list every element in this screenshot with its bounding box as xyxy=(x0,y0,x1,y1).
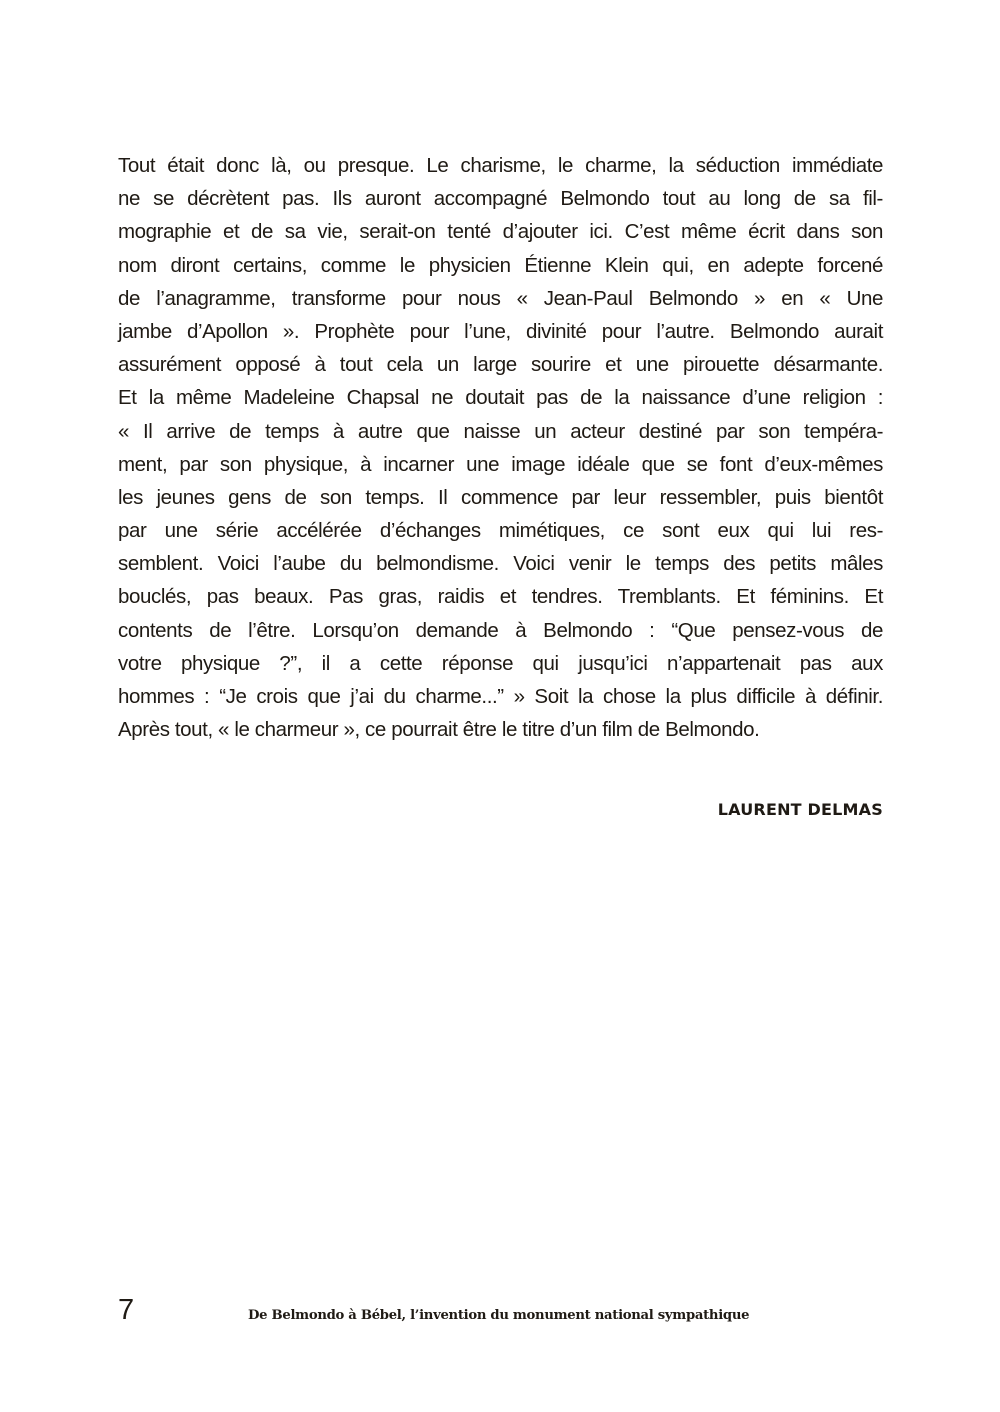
text-line: de l’anagramme, transforme pour nous « Jean-Paul Belmondo » en « Une xyxy=(118,286,883,310)
text-line: nom diront certains, comme le physicien Étienne Klein qui, en adepte forcené xyxy=(118,253,883,277)
text-line: les jeunes gens de son temps. Il commence par leur ressembler, puis bientôt xyxy=(118,485,883,509)
text-line: assurément opposé à tout cela un large sourire et une pirouette désarmante. xyxy=(118,353,883,377)
text-line: ment, par son physique, à incarner une image idéale que se font d’eux-mêmes xyxy=(118,452,883,476)
running-footer-title: De Belmondo à Bébel, l’invention du monument national sympathique xyxy=(248,1308,750,1323)
text-line: Après tout, « le charmeur », ce pourrait être le titre d’un film de Belmondo. xyxy=(118,718,760,742)
text-line: Et la même Madeleine Chapsal ne doutait pas de la naissance d’une religion : xyxy=(118,386,883,410)
text-line: votre physique ?”, il a cette réponse qui jusqu’ici n’appartenait pas aux xyxy=(118,651,883,675)
text-line: « Il arrive de temps à autre que naisse un acteur destiné par son tempéra- xyxy=(118,419,883,443)
author-signature: LAURENT DELMAS xyxy=(717,800,883,819)
text-line: hommes : “Je crois que j’ai du charme...” » Soit la chose la plus difficile à définir. xyxy=(118,685,883,708)
text-line: bouclés, pas beaux. Pas gras, raidis et tendres. Tremblants. Et féminins. Et xyxy=(118,585,883,609)
page-number: 7 xyxy=(118,1294,135,1326)
body-paragraph xyxy=(118,149,883,746)
text-line: ne se décrètent pas. Ils auront accompagné Belmondo tout au long de sa fil- xyxy=(118,187,883,211)
text-line: mographie et de sa vie, serait-on tenté d’ajouter ici. C’est même écrit dans son xyxy=(118,220,883,244)
text-line: contents de l’être. Lorsqu’on demande à Belmondo : “Que pensez-vous de xyxy=(118,618,883,642)
text-line: jambe d’Apollon ». Prophète pour l’une, divinité pour l’autre. Belmondo aurait xyxy=(118,319,883,343)
text-line: Tout était donc là, ou presque. Le charisme, le charme, la séduction immédiate xyxy=(118,154,883,177)
text-line: semblent. Voici l’aube du belmondisme. Voici venir le temps des petits mâles xyxy=(118,552,883,576)
text-line: par une série accélérée d’échanges mimétiques, ce sont eux qui lui res- xyxy=(118,519,883,543)
